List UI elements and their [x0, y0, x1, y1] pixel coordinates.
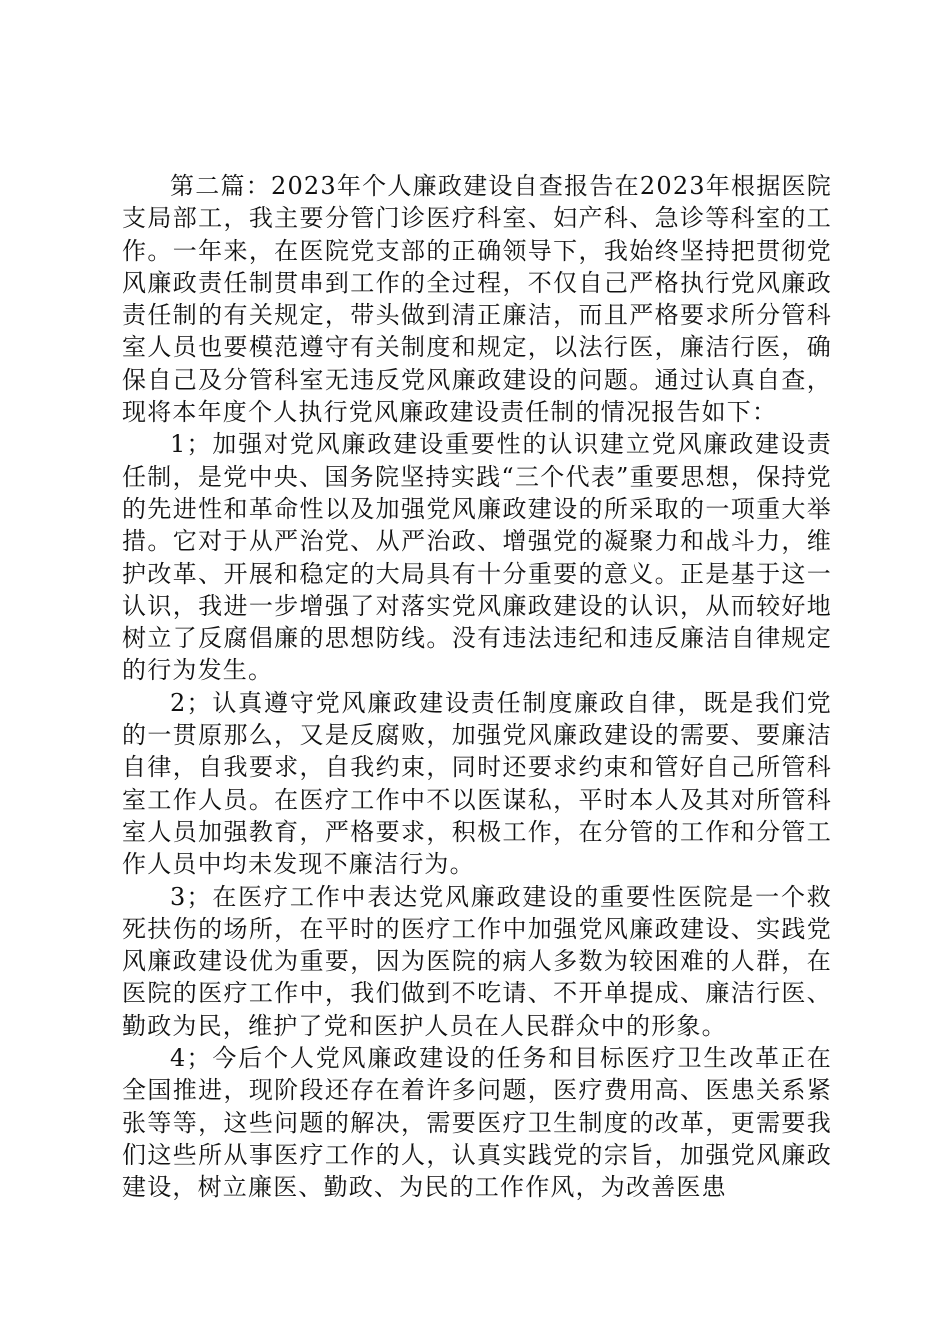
- paragraph-intro: 第二篇：2023年个人廉政建设自查报告在2023年根据医院支局部工，我主要分管门诊医疗科室、妇产科、急诊等科室的工作。一年来，在医院党支部的正确领导下，我始终坚持把贯彻党风廉政责任制贯串到工作的全过程，不仅自己严格执行党风廉政责任制的有关规定，带头做到清正廉洁，而且严格要求所分管科室人员也要模范遵守有关制度和规定，以法行医，廉洁行医，确保自己及分管科室无违反党风廉政建设的问题。通过认真自查，现将本年度个人执行党风廉政建设责任制的情况报告如下：: [122, 172, 832, 427]
- paragraph-4: 4；今后个人党风廉政建设的任务和目标医疗卫生改革正在全国推进，现阶段还存在着许多问题，医疗费用高、医患关系紧张等等，这些问题的解决，需要医疗卫生制度的改革，更需要我们这些所从事医疗工作的人，认真实践党的宗旨，加强党风廉政建设，树立廉医、勤政、为民的工作作风，为改善医患: [122, 1044, 832, 1202]
- paragraph-3: 3；在医疗工作中表达党风廉政建设的重要性医院是一个救死扶伤的场所，在平时的医疗工作中加强党风廉政建设、实践党风廉政建设优为重要，因为医院的病人多数为较困难的人群，在医院的医疗工作中，我们做到不吃请、不开单提成、廉洁行医、勤政为民，维护了党和医护人员在人民群众中的形象。: [122, 882, 832, 1040]
- paragraph-2: 2；认真遵守党风廉政建设责任制度廉政自律，既是我们党的一贯原那么，又是反腐败，加强党风廉政建设的需要、要廉洁自律，自我要求，自我约束，同时还要求约束和管好自己所管科室工作人员。在医疗工作中不以医谋私，平时本人及其对所管科室人员加强教育，严格要求，积极工作，在分管的工作和分管工作人员中均未发现不廉洁行为。: [122, 688, 832, 879]
- document-body: [122, 170, 832, 1204]
- paragraph-1: 1；加强对党风廉政建设重要性的认识建立党风廉政建设责任制，是党中央、国务院坚持实践“三个代表”重要思想，保持党的先进性和革命性以及加强党风廉政建设的所采取的一项重大举措。它对于从严治党、从严治政、增强党的凝聚力和战斗力，维护改革、开展和稳定的大局具有十分重要的意义。正是基于这一认识，我进一步增强了对落实党风廉政建设的认识，从而较好地树立了反腐倡廉的思想防线。没有违法违纪和违反廉洁自律规定的行为发生。: [122, 430, 832, 685]
